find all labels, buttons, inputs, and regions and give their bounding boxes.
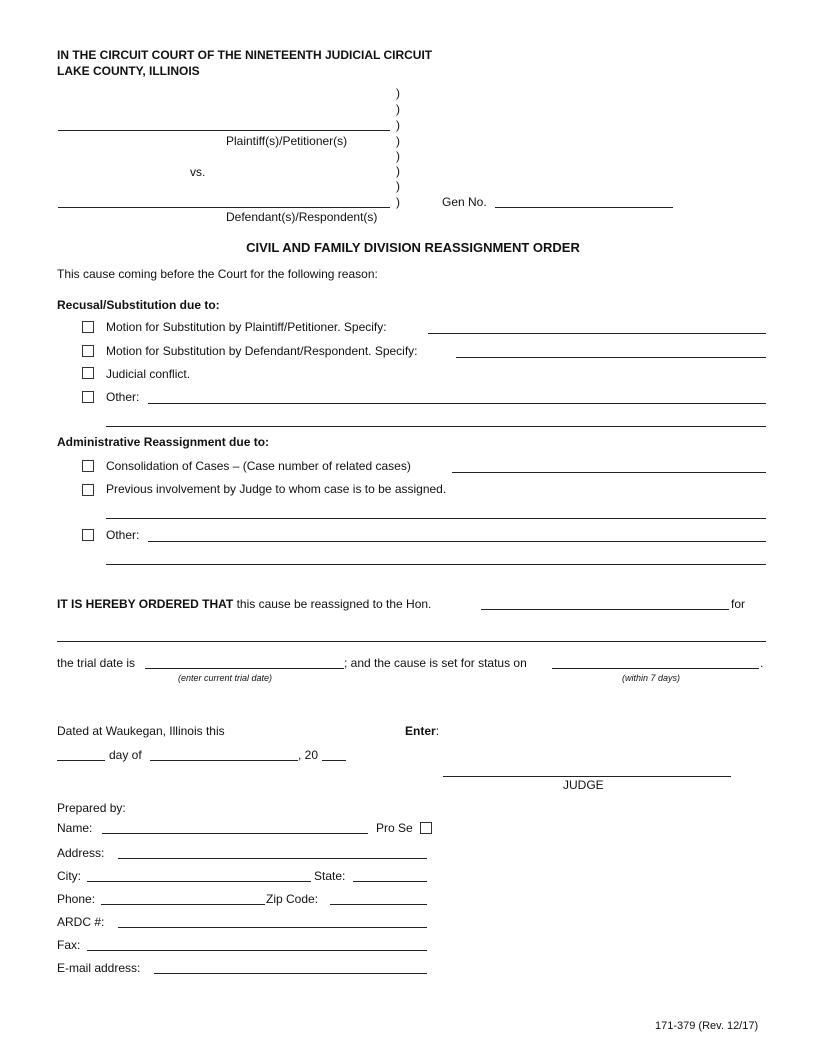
fax-label: Fax: bbox=[57, 938, 81, 952]
judge-label: JUDGE bbox=[563, 778, 604, 792]
caption-paren: ) bbox=[396, 149, 400, 163]
defendant-label: Defendant(s)/Respondent(s) bbox=[226, 210, 378, 224]
administrative-other-field-continued[interactable] bbox=[106, 564, 766, 565]
city-field[interactable] bbox=[87, 881, 311, 882]
plaintiff-field[interactable] bbox=[58, 130, 390, 131]
zip-label: Zip Code: bbox=[266, 892, 319, 906]
phone-field[interactable] bbox=[101, 904, 265, 905]
administrative-option-label: Previous involvement by Judge to whom case is to be assigned. bbox=[106, 482, 447, 496]
prepared-by-heading: Prepared by: bbox=[57, 801, 126, 815]
court-name: IN THE CIRCUIT COURT OF THE NINETEENTH JUDICIAL CIRCUIT bbox=[57, 48, 433, 62]
administrative-option-label: Other: bbox=[106, 528, 140, 542]
assigned-judge-field[interactable] bbox=[481, 609, 729, 610]
enter-word: Enter bbox=[405, 724, 436, 738]
judicial-conflict-checkbox[interactable] bbox=[82, 367, 94, 379]
order-continuation-field[interactable] bbox=[57, 641, 766, 642]
day-field[interactable] bbox=[57, 760, 105, 761]
plaintiff-label: Plaintiff(s)/Petitioner(s) bbox=[226, 134, 348, 148]
enter-label bbox=[405, 724, 439, 738]
address-label: Address: bbox=[57, 846, 105, 860]
trial-date-hint: (enter current trial date) bbox=[178, 673, 273, 683]
pro-se-checkbox[interactable] bbox=[420, 822, 432, 834]
trial-date-field[interactable] bbox=[145, 668, 344, 669]
name-field[interactable] bbox=[102, 833, 368, 834]
page-title: CIVIL AND FAMILY DIVISION REASSIGNMENT ORDER bbox=[246, 240, 580, 255]
vs-label: vs. bbox=[190, 165, 206, 179]
state-label: State: bbox=[314, 869, 346, 883]
recusal-other-field-continued[interactable] bbox=[106, 426, 766, 427]
recusal-option-label: Motion for Substitution by Defendant/Respondent. Specify: bbox=[106, 344, 418, 358]
previous-involvement-checkbox[interactable] bbox=[82, 484, 94, 496]
ardc-field[interactable] bbox=[118, 927, 427, 928]
pro-se-label: Pro Se bbox=[376, 821, 413, 835]
form-number: 171-379 (Rev. 12/17) bbox=[655, 1020, 759, 1032]
judge-signature-field[interactable] bbox=[443, 776, 731, 777]
caption-paren: ) bbox=[396, 195, 400, 209]
trial-date-label: the trial date is bbox=[57, 656, 136, 670]
previous-involvement-field[interactable] bbox=[106, 518, 766, 519]
name-label: Name: bbox=[57, 821, 93, 835]
month-field[interactable] bbox=[150, 760, 298, 761]
recusal-option-label: Motion for Substitution by Plaintiff/Petitioner. Specify: bbox=[106, 320, 387, 334]
order-for: for bbox=[731, 597, 746, 611]
order-lead: IT IS HEREBY ORDERED THAT bbox=[57, 597, 234, 611]
caption-paren: ) bbox=[396, 102, 400, 116]
enter-colon: : bbox=[435, 724, 440, 738]
state-field[interactable] bbox=[353, 881, 427, 882]
gen-no-field[interactable] bbox=[495, 207, 673, 208]
intro-text: This cause coming before the Court for the following reason: bbox=[57, 267, 378, 281]
address-field[interactable] bbox=[118, 858, 427, 859]
recusal-defendant-specify-field[interactable] bbox=[456, 357, 766, 358]
order-sentence bbox=[57, 597, 431, 611]
email-label: E-mail address: bbox=[57, 961, 141, 975]
recusal-defendant-checkbox[interactable] bbox=[82, 345, 94, 357]
fax-field[interactable] bbox=[87, 950, 427, 951]
recusal-other-checkbox[interactable] bbox=[82, 391, 94, 403]
ardc-label: ARDC #: bbox=[57, 915, 105, 929]
caption-paren: ) bbox=[396, 179, 400, 193]
administrative-heading: Administrative Reassignment due to: bbox=[57, 435, 270, 449]
administrative-other-field[interactable] bbox=[148, 541, 766, 542]
zip-field[interactable] bbox=[330, 904, 427, 905]
status-label: ; and the cause is set for status on bbox=[344, 656, 527, 670]
status-date-field[interactable] bbox=[552, 668, 759, 669]
recusal-other-field[interactable] bbox=[148, 403, 766, 404]
status-period: . bbox=[760, 656, 764, 670]
county-name: LAKE COUNTY, ILLINOIS bbox=[57, 64, 200, 78]
recusal-option-label: Judicial conflict. bbox=[106, 367, 191, 381]
recusal-option-label: Other: bbox=[106, 390, 140, 404]
city-label: City: bbox=[57, 869, 81, 883]
related-case-numbers-field[interactable] bbox=[452, 472, 766, 473]
year-field[interactable] bbox=[322, 760, 346, 761]
administrative-option-label: Consolidation of Cases – (Case number of related cases) bbox=[106, 459, 411, 473]
caption-paren: ) bbox=[396, 134, 400, 148]
year-prefix: , 20 bbox=[298, 748, 319, 762]
recusal-plaintiff-checkbox[interactable] bbox=[82, 321, 94, 333]
defendant-field[interactable] bbox=[58, 207, 390, 208]
administrative-other-checkbox[interactable] bbox=[82, 529, 94, 541]
recusal-heading: Recusal/Substitution due to: bbox=[57, 298, 220, 312]
caption-paren: ) bbox=[396, 118, 400, 132]
status-date-hint: (within 7 days) bbox=[622, 673, 681, 683]
caption-paren: ) bbox=[396, 86, 400, 100]
gen-no-label: Gen No. bbox=[442, 195, 487, 209]
dated-at-label: Dated at Waukegan, Illinois this bbox=[57, 724, 225, 738]
order-text: this cause be reassigned to the Hon. bbox=[236, 597, 432, 611]
recusal-plaintiff-specify-field[interactable] bbox=[428, 333, 766, 334]
phone-label: Phone: bbox=[57, 892, 96, 906]
caption-paren: ) bbox=[396, 164, 400, 178]
consolidation-checkbox[interactable] bbox=[82, 460, 94, 472]
day-of-label: day of bbox=[109, 748, 142, 762]
email-field[interactable] bbox=[154, 973, 427, 974]
